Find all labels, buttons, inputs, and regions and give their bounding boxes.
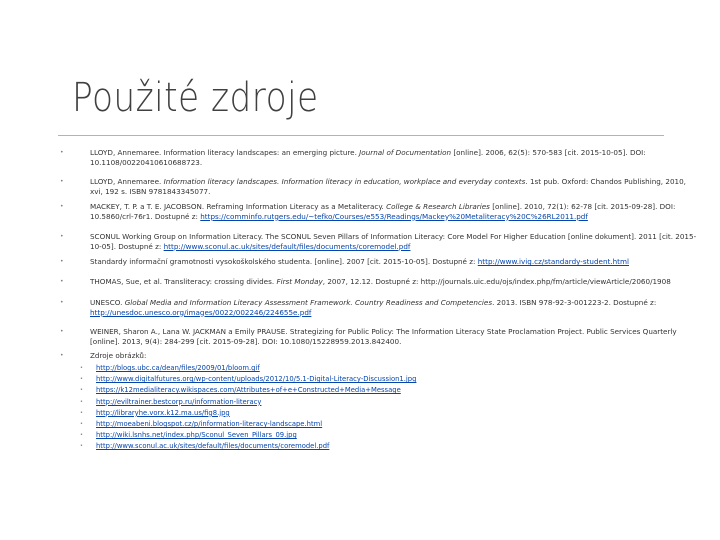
- reference-text-part: UNESCO.: [90, 298, 125, 307]
- reference-italic-text: College & Research Libraries: [386, 202, 490, 211]
- bullet-icon: •: [60, 203, 64, 210]
- image-source-link[interactable]: http://libraryhe.vorx.k12.ma.us/fig8.jpg: [96, 408, 230, 417]
- bullet-icon: •: [80, 409, 83, 416]
- bullet-icon: •: [80, 443, 83, 450]
- reference-text: [90, 202, 698, 221]
- reference-text-part: , 2007, 12.12. Dostupné z: http://journals.uic.edu/ojs/index.php/fm/article/viewArticle/2060/1908: [322, 277, 671, 286]
- reference-text-part: . 1st pub. Oxford: Chandos Publishing, 2010, xvi, 192 s. ISBN 9781843345077.: [90, 177, 686, 196]
- reference-italic-text: Journal of Documentation: [359, 148, 452, 157]
- image-source-link[interactable]: http://blogs.ubc.ca/dean/files/2009/01/bloom.gif: [96, 364, 260, 372]
- image-source-link[interactable]: http://wiki.lsnhs.net/index.php/Sconul_Seven_Pillars_09.jpg: [96, 431, 297, 440]
- reference-text: [90, 232, 698, 251]
- reference-text: [90, 177, 698, 196]
- bullet-icon: •: [60, 299, 64, 306]
- bullet-icon: •: [60, 149, 64, 156]
- reference-text-part: SCONUL Working Group on Information Literacy. The SCONUL Seven Pillars of Information Literacy: Core Model For Higher Education [online dokument]. 2011 [cit. 2015-10-05]. Dostupné z:: [90, 232, 697, 251]
- bullet-icon: •: [80, 421, 83, 427]
- reference-text-part: [online]. 2010, 72(1): 62-78 [cit. 2015-09-28]. DOI: 10.5860/crl-76r1. Dostupné z:: [90, 202, 676, 221]
- reference-text-part: WEINER, Sharon A., Lana W. JACKMAN a Emily PRAUSE. Strategizing for Public Policy: The Information Literacy State Proclamation Project. Public Services Quarterly [online]. 2013, 9(4): 284-299 [cit. 2015-09-28]. DOI: 10.1080/15228959.2013.842400.: [90, 327, 677, 346]
- image-source-link[interactable]: http://moeabeni.blogspot.cz/p/information-literacy-landscape.html: [96, 420, 323, 428]
- title-divider: [58, 135, 664, 136]
- bullet-icon: •: [60, 233, 64, 240]
- reference-text: [90, 327, 698, 346]
- reference-text-part: LLOYD, Annemaree.: [90, 177, 164, 186]
- reference-link[interactable]: https://comminfo.rutgers.edu/~tefko/Courses/e553/Readings/Mackey%20Metaliteracy%20C%26RL2011.pdf: [200, 211, 588, 221]
- image-source-link[interactable]: http://www.sconul.ac.uk/sites/default/files/documents/coremodel.pdf: [96, 442, 330, 451]
- reference-text-part: MACKEY, T. P. a T. E. JACOBSON. Reframing Information Literacy as a Metaliteracy.: [90, 202, 387, 211]
- image-source-link[interactable]: http://eviltrainer.bestcorp.ru/information-literacy: [96, 397, 262, 406]
- page-title: Použité zdroje: [72, 75, 319, 121]
- bullet-icon: •: [60, 328, 64, 335]
- reference-italic-text: Global Media and Information Literacy Assessment Framework. Country Readiness and Competencies: [124, 298, 493, 307]
- reference-link[interactable]: http://www.sconul.ac.uk/sites/default/files/documents/coremodel.pdf: [163, 241, 411, 251]
- reference-text-part: THOMAS, Sue, et al. Transliteracy: crossing divides.: [90, 277, 277, 286]
- image-sources-heading: Zdroje obrázků:: [90, 351, 147, 360]
- bullet-icon: •: [80, 398, 83, 405]
- reference-text-part: . 2013. ISBN 978-92-3-001223-2. Dostupné z:: [492, 298, 657, 307]
- reference-text-part: LLOYD, Annemaree. Information literacy landscapes: an emerging picture.: [90, 148, 360, 157]
- reference-text: [90, 277, 698, 287]
- reference-italic-text: First Monday: [276, 277, 323, 286]
- reference-text: [90, 298, 698, 317]
- reference-text-part: [online]. 2006, 62(5): 570-583 [cit. 2015-10-05]. DOI: 10.1108/00220410610688723.: [90, 148, 646, 167]
- bullet-icon: •: [60, 258, 64, 265]
- reference-text: [90, 148, 698, 167]
- reference-italic-text: Information literacy landscapes. Information literacy in education, workplace and everyday contexts: [163, 177, 526, 186]
- bullet-icon: •: [60, 178, 64, 185]
- bullet-icon: •: [80, 387, 83, 394]
- bullet-icon: •: [60, 352, 64, 359]
- reference-link[interactable]: http://www.ivig.cz/standardy-student.html: [477, 257, 630, 266]
- bullet-icon: •: [80, 376, 83, 383]
- image-source-link[interactable]: https://k12medialiteracy.wikispaces.com/Attributes+of+e+Constructed+Media+Message: [96, 386, 401, 395]
- image-source-link[interactable]: http://www.digitalfutures.org/wp-content/uploads/2012/10/5.1-Digital-Literacy-Discussion1.jpg: [96, 375, 417, 384]
- reference-link[interactable]: http://unesdoc.unesco.org/images/0022/002246/224655e.pdf: [90, 307, 312, 317]
- reference-text: [90, 257, 698, 267]
- bullet-icon: •: [80, 365, 83, 371]
- bullet-icon: •: [80, 432, 83, 439]
- reference-text-part: Standardy informační gramotnosti vysokoškolského studenta. [online]. 2007 [cit. 2015-10-05]. Dostupné z:: [90, 257, 478, 266]
- bullet-icon: •: [60, 278, 64, 285]
